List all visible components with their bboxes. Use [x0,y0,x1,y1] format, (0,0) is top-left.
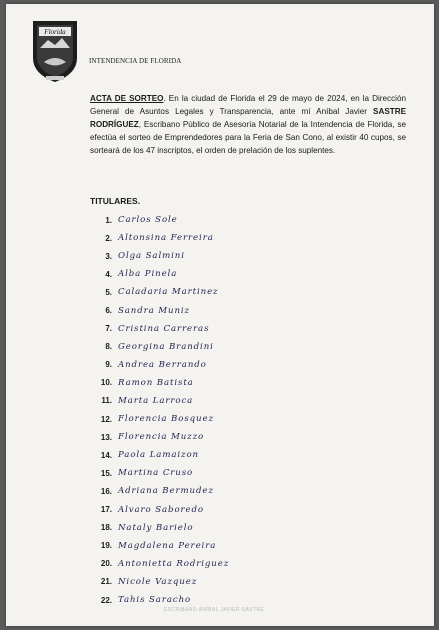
list-item [90,392,350,410]
item-number: 13. [100,432,112,442]
florida-coat-of-arms-logo [30,18,80,84]
item-number: 6. [105,306,112,316]
list-item [90,464,350,482]
item-number: 11. [101,396,112,406]
handwritten-name: Tahis Saracho [118,595,192,606]
list-item [90,283,350,301]
notary-name: SASTRE RODRÍGUEZ [90,107,406,129]
list-item [90,410,350,428]
handwritten-name: Nataly Barielo [118,522,194,533]
organization-header: INTENDENCIA DE FLORIDA [89,57,182,65]
item-number: 10. [100,378,112,388]
list-item [90,501,350,519]
item-number: 4. [105,269,112,279]
handwritten-name: Ramon Batista [118,377,194,388]
item-number: 19. [100,541,112,551]
list-item [90,374,350,392]
list-item [90,537,350,555]
titulares-list [90,211,350,609]
item-number: 15. [100,468,112,478]
list-item [90,247,350,265]
handwritten-name: Andrea Berrando [118,359,207,370]
item-number: 1. [105,215,112,225]
item-number: 20. [100,559,112,569]
handwritten-name: Carlos Sole [118,215,178,226]
item-number: 22. [100,595,112,605]
handwritten-name: Florencia Bosquez [118,414,214,425]
handwritten-name: Cristina Carreras [118,323,210,334]
item-number: 18. [100,523,112,533]
list-item [90,555,350,573]
item-number: 2. [105,233,112,243]
handwritten-name: Altonsina Ferreira [118,233,214,244]
item-number: 17. [100,505,112,515]
list-item [90,519,350,537]
titulares-heading: TITULARES. [90,196,141,206]
handwritten-name: Marta Larroca [118,395,194,406]
list-item [90,428,350,446]
handwritten-name: Sandra Muniz [118,305,190,316]
item-number: 5. [105,287,112,297]
handwritten-name: Alba Pinela [118,269,178,280]
list-item [90,482,350,500]
handwritten-name: Nicole Vazquez [118,576,198,587]
list-item [90,446,350,464]
handwritten-name: Alvaro Saboredo [118,504,205,515]
handwritten-name: Antonietta Rodriguez [118,558,230,569]
handwritten-name: Georgina Brandini [118,341,214,352]
item-number: 21. [100,577,112,587]
item-number: 14. [100,450,112,460]
list-item [90,211,350,229]
item-number: 12. [100,414,112,424]
act-paragraph [90,92,406,157]
handwritten-name: Martina Cruso [118,468,194,479]
handwritten-name: Paola Lamaizon [118,450,199,461]
notary-stamp: ESCRIBANO ANÍBAL JAVIER SASTRE [164,607,265,613]
handwritten-name: Adriana Bermudez [118,486,214,497]
handwritten-name: Florencia Muzzo [118,432,205,443]
document-page [6,4,434,626]
item-number: 3. [105,251,112,261]
logo-lettering: Florida [44,28,66,36]
act-title: ACTA DE SORTEO [90,94,164,103]
list-item [90,229,350,247]
item-number: 16. [100,486,112,496]
act-text-part-2: , Escribano Público de Asesoría Notarial de la Intendencia de Florida, se efectúa el sorteo de Emprendedores para la Feria de San Cono, al existir 40 cupos, se sorteará de los 47 inscriptos, el orden de prelación de los suplentes. [90,120,406,155]
item-number: 8. [105,342,112,352]
list-item [90,573,350,591]
list-item [90,301,350,319]
act-text-part-1: . En la ciudad de Florida el 29 de mayo de 2024, en la Dirección General de Asuntos Legales y Transparencia, ante mí Aníbal Javier [90,94,406,116]
item-number: 9. [105,360,112,370]
list-item [90,265,350,283]
list-item [90,338,350,356]
list-item [90,356,350,374]
item-number: 7. [105,324,112,334]
handwritten-name: Magdalena Pereira [118,540,217,551]
list-item [90,320,350,338]
handwritten-name: Olga Salmini [118,251,185,262]
handwritten-name: Caladaria Martinez [118,287,219,298]
